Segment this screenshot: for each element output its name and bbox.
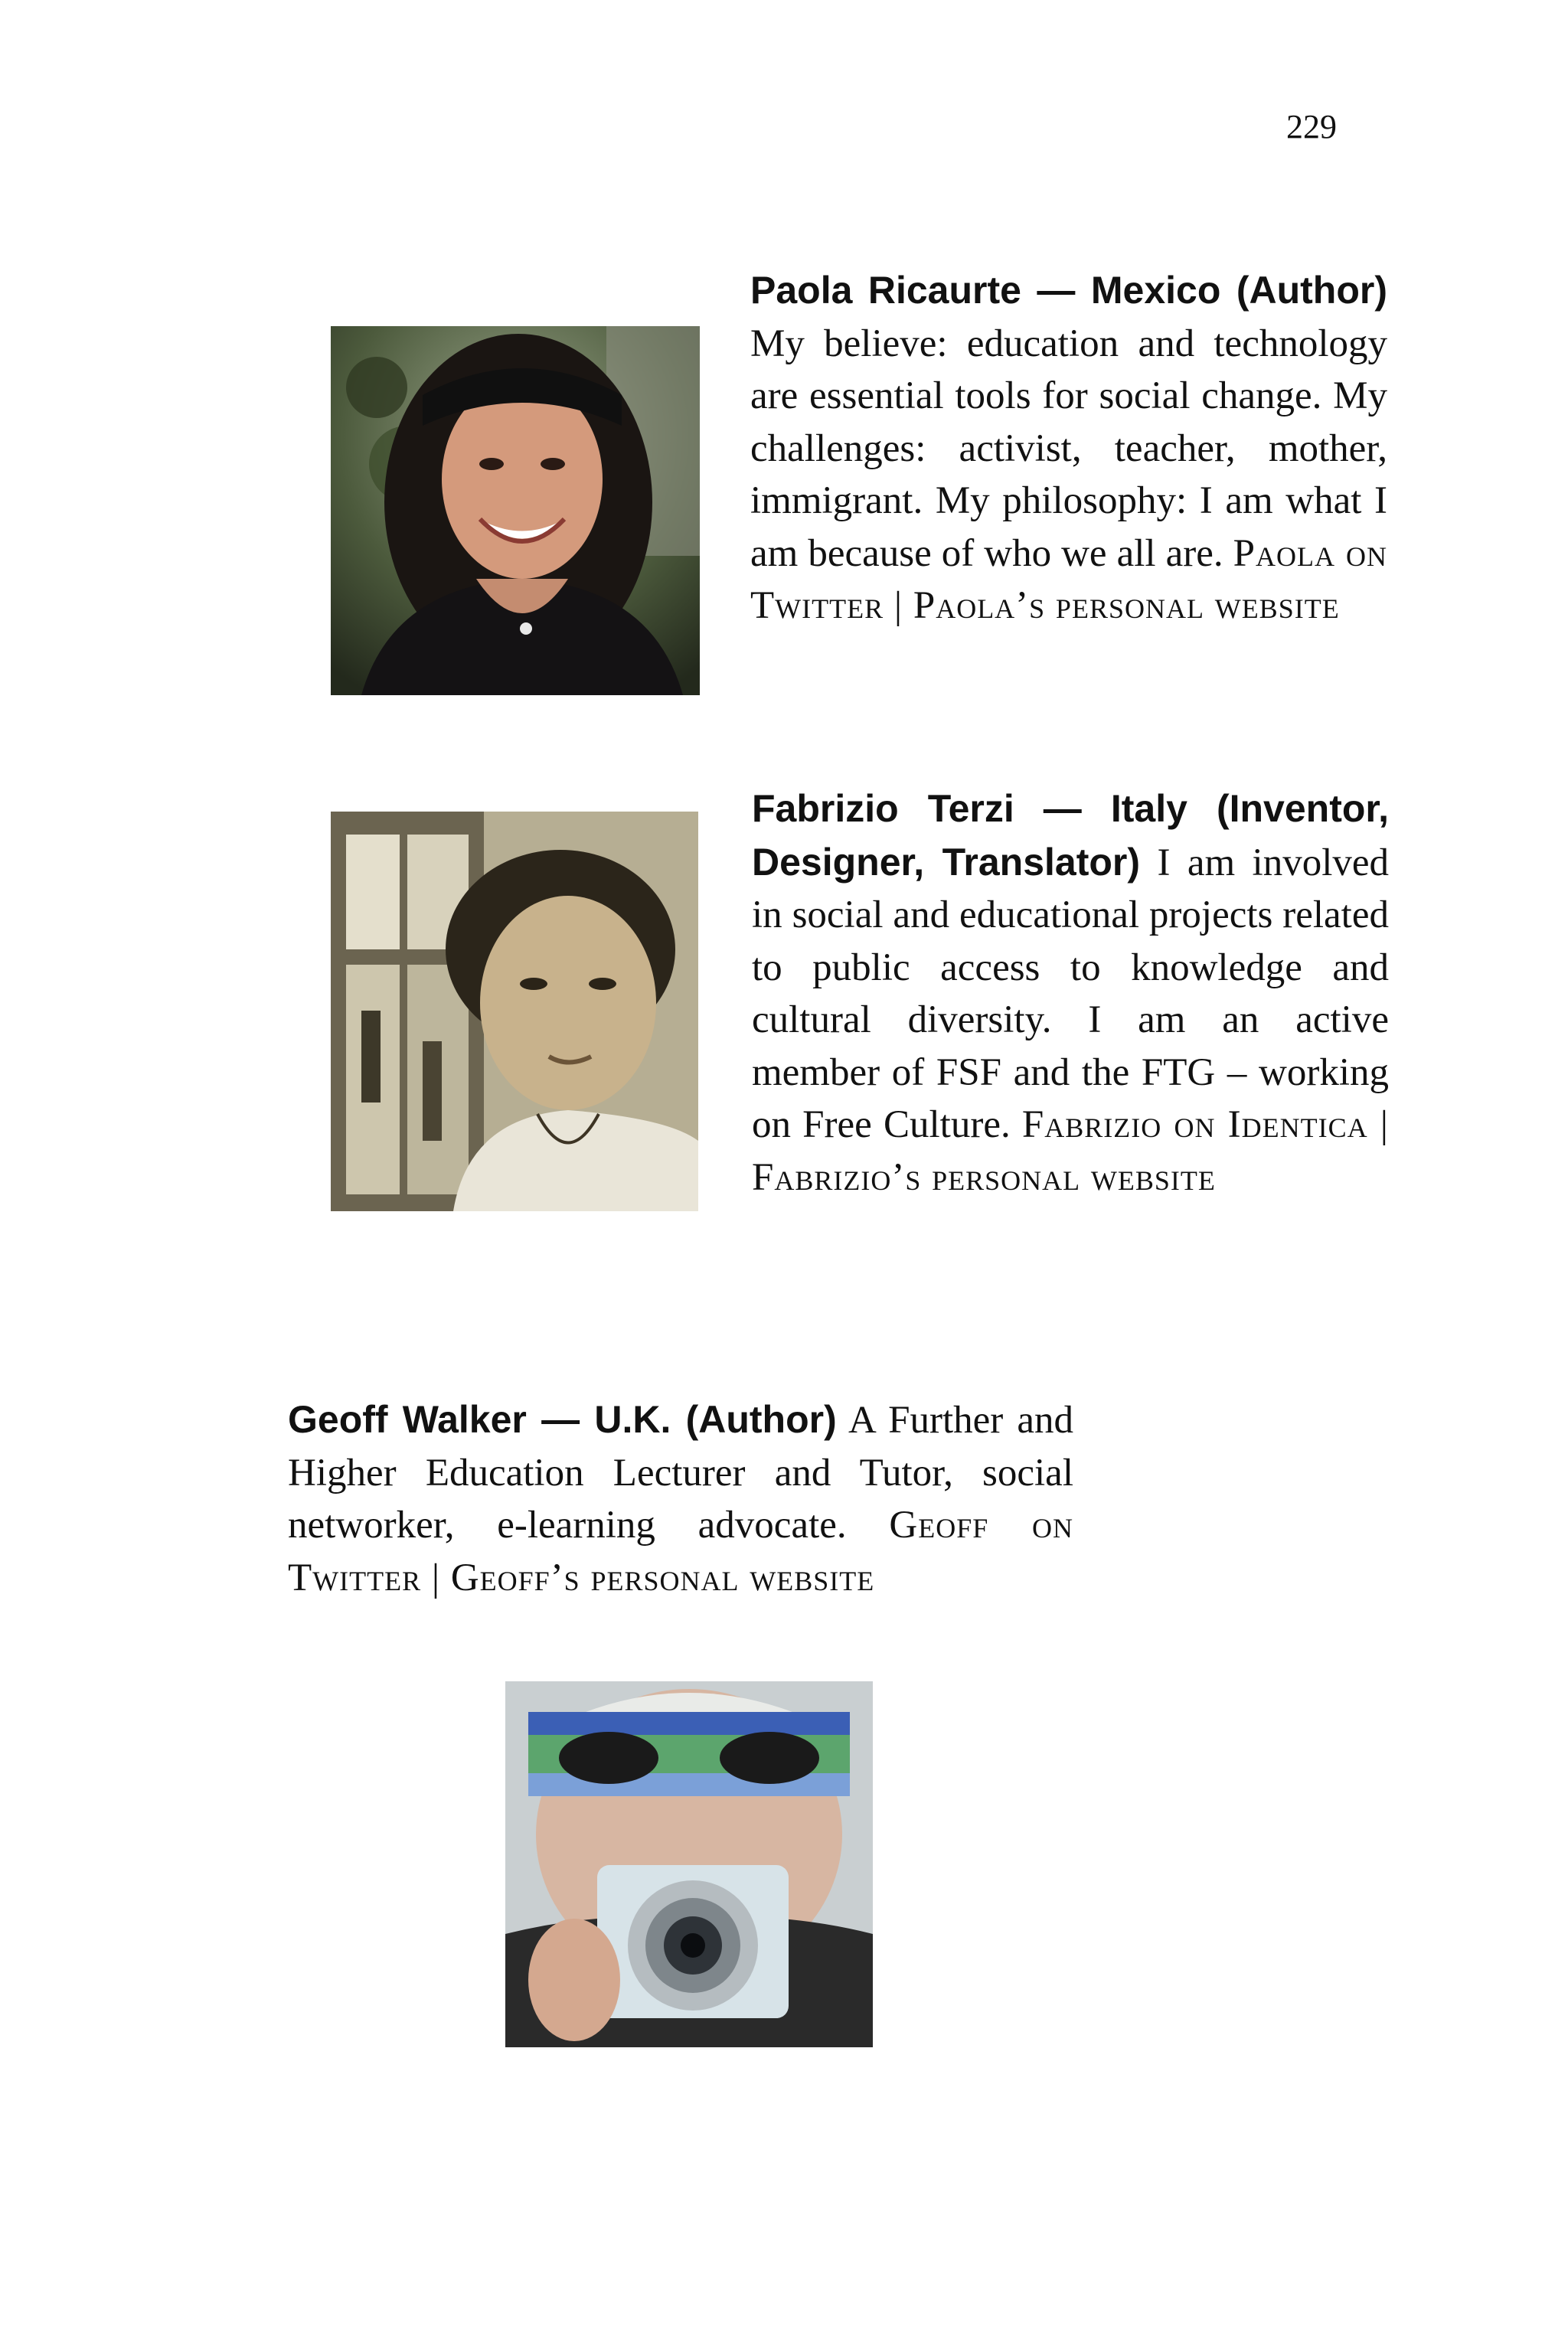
personal-website-link[interactable]: Geoff’s personal website (450, 1556, 875, 1599)
fabrizio-photo (331, 812, 698, 1211)
link-separator: | (431, 1556, 441, 1599)
geoff-photo (505, 1681, 873, 2047)
link-separator: | (1380, 1103, 1389, 1146)
twitter-link[interactable]: Geoff on Twitter (288, 1504, 1073, 1599)
bio-name: Geoff Walker — U.K. (Author) (288, 1398, 837, 1441)
bio-text: My believe: education and technology are essential tools for social change. My challenges: activist, teacher, mother, immigrant. My philosophy: I am what I am because of who we all are. (750, 322, 1387, 575)
personal-website-link[interactable]: Paola’s personal website (913, 584, 1340, 627)
bio-name: Fabrizio Terzi — Italy (Inventor, Designer, Translator) (752, 787, 1389, 884)
paola-photo (331, 326, 700, 695)
bio-text: A Further and Higher Education Lecturer and Tutor, social networker, e-learning advocate. (288, 1399, 1073, 1547)
twitter-link[interactable]: Paola on Twitter (750, 531, 1387, 627)
bio-text: I am involved in social and educational projects related to public access to knowledge and cultural diversity. I am an active member of FSF and the FTG – working on Free Culture. (752, 841, 1390, 1146)
page-number: 229 (1286, 108, 1337, 145)
bio-geoff (288, 1393, 1073, 1604)
bio-paola (750, 264, 1387, 632)
bio-fabrizio (752, 782, 1389, 1204)
bio-name: Paola Ricaurte — Mexico (Author) (750, 269, 1387, 312)
personal-website-link[interactable]: Fabrizio’s personal website (752, 1155, 1216, 1199)
link-separator: | (893, 584, 903, 627)
identica-link[interactable]: Fabrizio on Identica (1021, 1103, 1368, 1146)
